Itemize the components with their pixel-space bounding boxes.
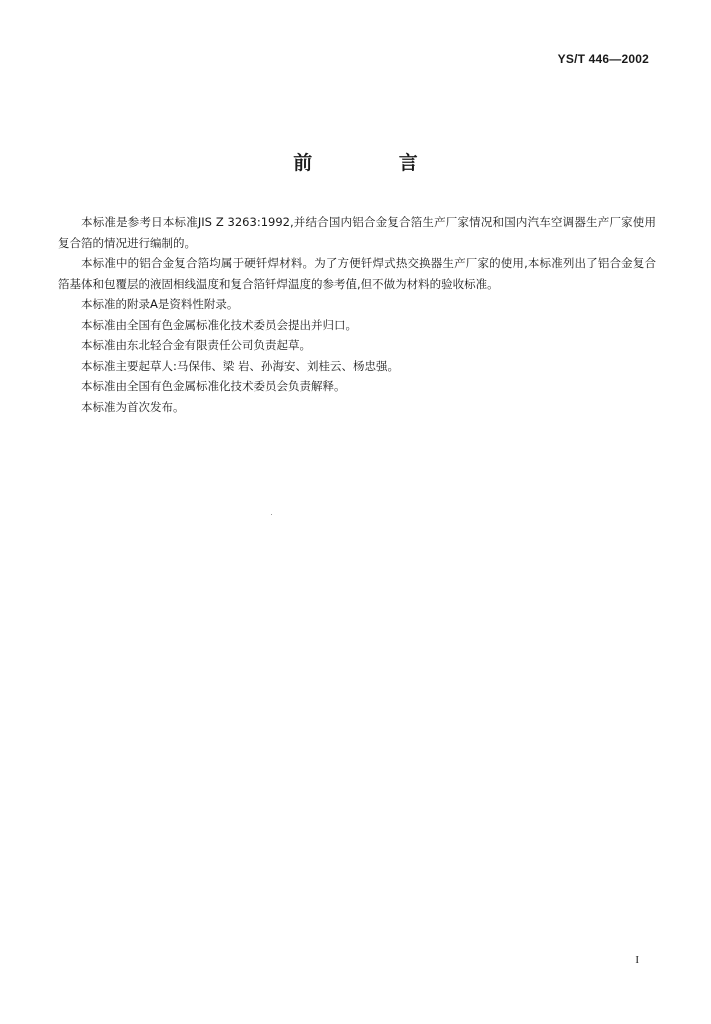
- paragraph-proposed-by: 本标准由全国有色金属标准化技术委员会提出并归口。: [81, 317, 357, 332]
- paragraph-interpretation: 本标准由全国有色金属标准化技术委员会负责解释。: [81, 379, 346, 393]
- foreword-body: [58, 212, 656, 417]
- paragraph-reference-standard: 本标准是参考日本标准JIS Z 3263:1992,并结合国内铝合金复合箔生产厂家情况和国内汽车空调器生产厂家使用复合箔的情况进行编制的。: [58, 215, 656, 250]
- scan-speck: [271, 514, 272, 515]
- paragraph-first-release: 本标准为首次发布。: [81, 399, 185, 414]
- page-number: I: [635, 954, 639, 966]
- paragraph-brazing-material: 本标准中的铝合金复合箔均属于硬钎焊材料。为了方便钎焊式热交换器生产厂家的使用,本标准列出了铝合金复合箔基体和包覆层的液固相线温度和复合箔钎焊温度的参考值,但不做为材料的验收标准。: [58, 256, 656, 291]
- page-title: 前 言: [293, 152, 458, 174]
- standard-code: YS/T 446—2002: [557, 52, 649, 66]
- paragraph-drafted-by: 本标准由东北轻合金有限责任公司负责起草。: [81, 338, 311, 352]
- paragraph-main-drafters: 本标准主要起草人:马保伟、梁 岩、孙海安、刘桂云、杨忠强。: [81, 358, 400, 373]
- paragraph-appendix: 本标准的附录A是资料性附录。: [81, 297, 239, 311]
